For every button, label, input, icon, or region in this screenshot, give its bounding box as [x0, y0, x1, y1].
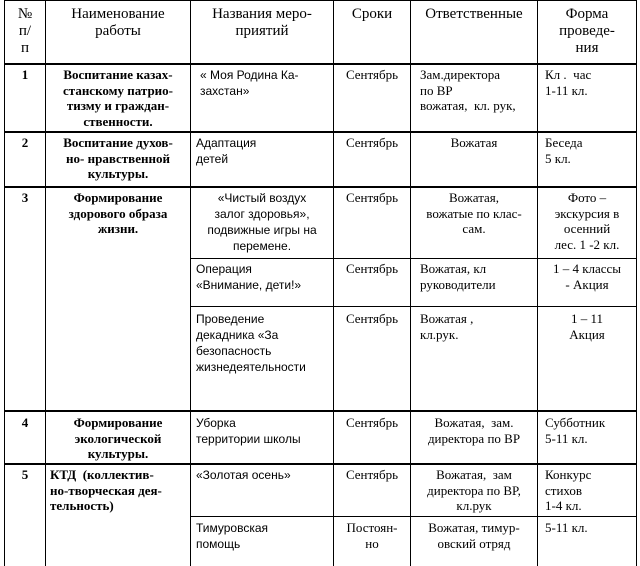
header-events: Названия меро- приятий	[212, 6, 312, 39]
event-term: Сентябрь	[345, 467, 399, 482]
event-responsible: Зам.директора по ВР вожатая, кл. рук,	[420, 67, 516, 113]
event-term: Сентябрь	[345, 311, 399, 326]
event-form: Фото – экскурсия в осенний лес. 1 -2 кл.	[554, 190, 620, 252]
row-divider	[4, 131, 637, 133]
event-responsible: Вожатая, кл руководители	[420, 261, 496, 292]
header-responsible: Ответственные	[425, 6, 523, 22]
row-number: 4	[21, 415, 29, 430]
row-number: 5	[21, 467, 29, 482]
event-term: Сентябрь	[345, 135, 399, 150]
event-term: Постоян- но	[346, 520, 398, 551]
row-divider	[4, 186, 637, 188]
event-responsible: Вожатая	[450, 135, 498, 150]
subrow-divider	[190, 516, 637, 517]
table-border-right	[636, 0, 637, 566]
event-term: Сентябрь	[345, 261, 399, 276]
row-divider	[4, 410, 637, 412]
row-number: 1	[21, 67, 29, 82]
event-term: Сентябрь	[345, 190, 399, 205]
event-name: Уборка территории школы	[196, 416, 301, 446]
event-term: Сентябрь	[345, 415, 399, 430]
event-responsible: Вожатая, зам директора по ВР, кл.рук	[427, 467, 521, 513]
event-form: Конкурс стихов 1-4 кл.	[545, 467, 592, 513]
event-form: Кл . час 1-11 кл.	[545, 67, 592, 98]
work-name: КТД (коллектив- но-творческая дея- тельность)	[50, 467, 162, 513]
subrow-divider	[190, 258, 637, 259]
event-form: 1 – 11 Акция	[569, 311, 605, 342]
header-work: Наименование работы	[71, 6, 165, 39]
table-border-top	[4, 0, 637, 1]
event-name: Проведение декадника «За безопасность жизнедеятельности	[196, 312, 306, 374]
header-terms: Сроки	[351, 6, 393, 22]
event-form: Беседа 5 кл.	[545, 135, 583, 166]
row-number: 2	[21, 135, 29, 150]
col-divider	[190, 0, 191, 566]
subrow-divider	[190, 306, 637, 307]
event-name: Операция «Внимание, дети!»	[196, 262, 302, 292]
event-term: Сентябрь	[345, 67, 399, 82]
event-form: Субботник 5-11 кл.	[545, 415, 606, 446]
event-name: Адаптация детей	[196, 136, 257, 166]
header-form: Форма проведе- ния	[559, 6, 615, 56]
work-name: Воспитание казах- станскому патрио- тизму и граждан- ственности.	[63, 67, 173, 129]
event-responsible: Вожатая, зам. директора по ВР	[427, 415, 521, 446]
row-divider	[4, 463, 637, 465]
event-responsible: Вожатая, вожатые по клас- сам.	[426, 190, 522, 236]
event-name: «Чистый воздух залог здоровья», подвижные игры на перемене.	[207, 191, 317, 253]
event-responsible: Вожатая, тимур- овский отряд	[428, 520, 520, 551]
event-name: Тимуровская помощь	[196, 521, 269, 551]
row-divider	[4, 63, 637, 65]
work-name: Воспитание духов- но- нравственной культуры.	[63, 135, 173, 181]
work-name: Формирование здорового образа жизни.	[68, 190, 168, 236]
event-form: 1 – 4 классы - Акция	[552, 261, 622, 292]
work-name: Формирование экологической культуры.	[73, 415, 163, 461]
event-name: «Золотая осень»	[196, 468, 291, 482]
event-form: 5-11 кл.	[545, 520, 588, 535]
event-responsible: Вожатая , кл.рук.	[420, 311, 474, 342]
header-num: № п/ п	[17, 6, 33, 56]
event-name: « Моя Родина Ка- захстан»	[200, 68, 299, 98]
row-number: 3	[21, 190, 29, 205]
